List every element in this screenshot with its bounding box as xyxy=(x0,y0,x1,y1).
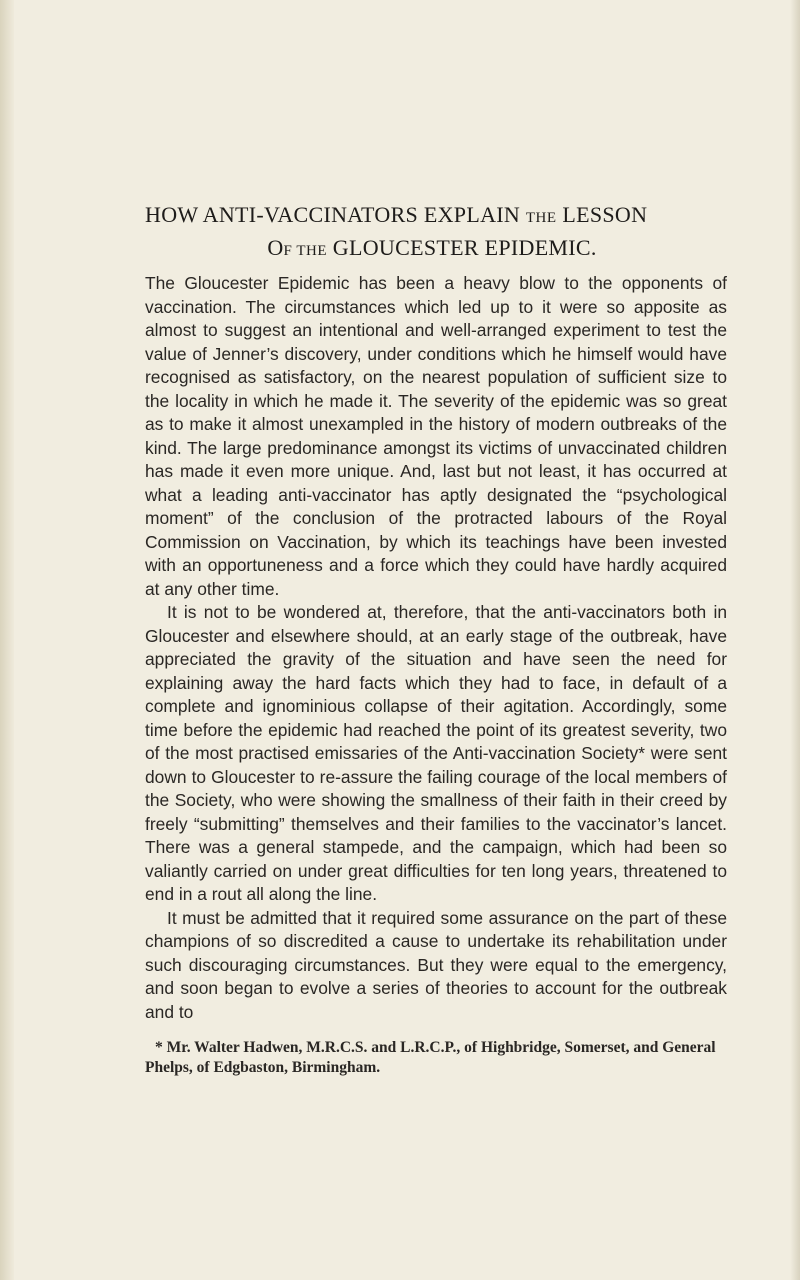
page-edge-left xyxy=(0,0,14,1280)
paragraph-3: It must be admitted that it required some assurance on the part of these champions of so discredited a cause to undertake its rehabilitation under such discouraging circumstances. But they were equal to the emergency, and soon began to evolve a series of theories to account for the outbreak and to xyxy=(145,907,727,1022)
title-line-2 xyxy=(145,233,719,266)
title-line-1 xyxy=(145,200,727,233)
page-content xyxy=(145,200,727,1078)
title-line-1-part-c: LESSON xyxy=(556,202,648,227)
title-line-1-part-a: HOW ANTI-VACCINATORS EXPLAIN xyxy=(145,202,526,227)
page-title xyxy=(145,200,727,266)
title-line-2-part-a: O xyxy=(267,235,284,260)
title-line-1-part-b: THE xyxy=(525,210,557,226)
title-line-2-part-c: GLOUCESTER EPIDEMIC. xyxy=(327,235,597,260)
paragraph-1: The Gloucester Epidemic has been a heavy blow to the opponents of vaccination. The circumstances which led up to it were so apposite as almost to suggest an intentional and well-arranged experiment to test the value of Jenner’s discovery, under conditions which he himself would have recognised as satisfactory, on the nearest population of sufficient size to the locality in which he made it. The severity of the epidemic was so great as to make it almost unexampled in the history of modern outbreaks of the kind. The large predominance amongst its victims of unvaccinated children has made it even more unique. And, last but not least, it has occurred at what a leading anti-vaccinator has aptly designated the “psychological moment” of the conclusion of the protracted labours of the Royal Commission on Vaccination, by which its teachings have been invested with an opportuneness and a force which they could have hardly acquired at any other time. xyxy=(145,273,727,599)
page-edge-right xyxy=(790,0,800,1280)
title-line-2-part-b: F THE xyxy=(283,243,327,259)
paragraph-2: It is not to be wondered at, therefore, that the anti-vaccinators both in Gloucester and elsewhere should, at an early stage of the outbreak, have appreciated the gravity of the situation and have seen the need for explaining away the hard facts which they had to face, in default of a complete and ignominious collapse of their agitation. Accordingly, some time before the epidemic had reached the point of its greatest severity, two of the most practised emissaries of the Anti-vaccination Society* were sent down to Gloucester to re-assure the failing courage of the local members of the Society, who were showing the smallness of their faith in their creed by freely “submitting” themselves and their families to the vaccinator’s lancet. There was a general stampede, and the campaign, which had been so valiantly carried on under great difficulties for ten long years, threatened to end in a rout all along the line. xyxy=(145,602,727,904)
body-text xyxy=(145,272,727,1024)
footnote: * Mr. Walter Hadwen, M.R.C.S. and L.R.C.P., of Highbridge, Somerset, and General Phelps, of Edgbaston, Birmingham. xyxy=(145,1039,716,1076)
